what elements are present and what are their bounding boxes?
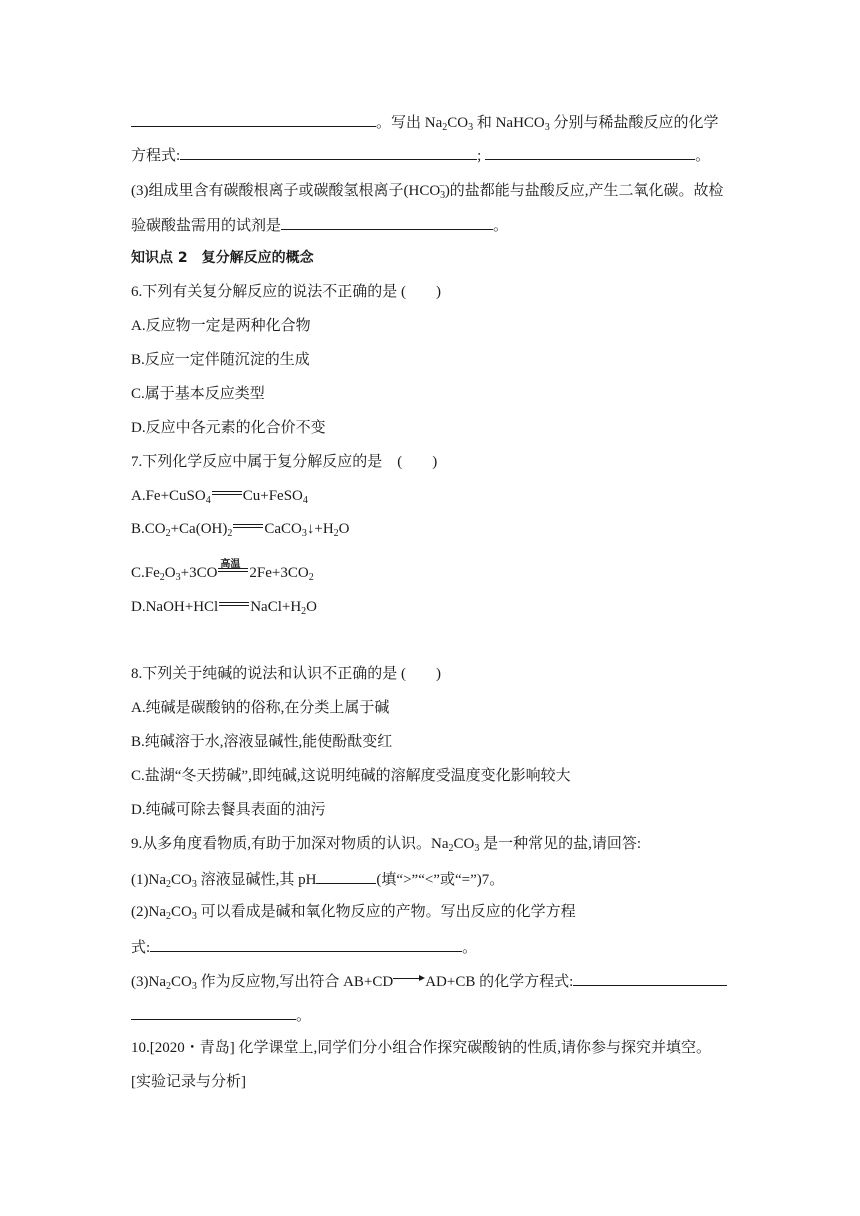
q6-option-d[interactable]: D.反应中各元素的化合价不变 [131, 420, 326, 436]
q9-stem: 9.从多角度看物质,有助于加深对物质的认识。$Na_2CO_3$ 是一种常见的盐,请回答: [131, 836, 642, 854]
q9-part3: $(3)Na_2CO_3$ 作为反应物,写出符合 AB+CD AD+CB 的化学方程式: [131, 970, 727, 992]
q7-stem: 7.下列化学反应中属于复分解反应的是 ( ) [131, 454, 438, 470]
q9-part2-line2: 式: 。 [131, 936, 477, 958]
equals-sign [212, 491, 242, 497]
q7-option-b[interactable]: $B.CO_2+Ca(OH)_2$ $CaCO_3↓+H_2O$ [131, 521, 350, 539]
equals-sign [219, 602, 249, 608]
q5-line1: 。写出 $Na_2CO_3$ 和 NaHCO$_3$ 分别与稀盐酸反应的化学 [131, 111, 719, 133]
q7-option-c[interactable]: $C.Fe_2O_3+3CO$ 高温 $2Fe+3CO_2$ [131, 563, 314, 583]
q6-option-c[interactable]: C.属于基本反应类型 [131, 386, 265, 402]
q7-option-a[interactable]: A.Fe+CuSO$_4$ Cu+FeSO$_4$ [131, 488, 308, 506]
arrow-icon [393, 974, 425, 984]
q10-subheading: [实验记录与分析] [131, 1074, 246, 1090]
q5-part3: (3)组成里含有碳酸根离子或碳酸氢根离子$(HCO_3^-)$的盐都能与盐酸反应,产生二氧化碳。故检 [131, 181, 724, 201]
q6-stem: 6.下列有关复分解反应的说法不正确的是 ( ) [131, 284, 441, 300]
q9-part1: $(1)Na_2CO_3$ 溶液显碱性,其 pH (填“>”“<”或“=”)7。 [131, 868, 504, 890]
answer-blank[interactable] [131, 1004, 296, 1020]
q6-option-b[interactable]: B.反应一定伴随沉淀的生成 [131, 352, 310, 368]
q9-part2: $(2)Na_2CO_3$ 可以看成是碱和氧化物反应的产物。写出反应的化学方程 [131, 904, 576, 922]
q10-stem: 10.[2020・青岛] 化学课堂上,同学们分小组合作探究碳酸钠的性质,请你参与探究并填空。 [131, 1040, 711, 1056]
answer-blank[interactable] [281, 214, 493, 230]
q8-option-b[interactable]: B.纯碱溶于水,溶液显碱性,能使酚酞变红 [131, 734, 393, 750]
answer-blank[interactable] [131, 111, 376, 127]
q6-option-a[interactable]: A.反应物一定是两种化合物 [131, 318, 311, 334]
q8-stem: 8.下列关于纯碱的说法和认识不正确的是 ( ) [131, 666, 441, 682]
q5-part3-line2: 验碳酸盐需用的试剂是 。 [131, 214, 508, 236]
q8-option-a[interactable]: A.纯碱是碳酸钠的俗称,在分类上属于碱 [131, 700, 390, 716]
answer-blank[interactable] [316, 868, 376, 884]
answer-blank[interactable] [573, 970, 727, 986]
answer-blank[interactable] [180, 144, 477, 160]
reaction-condition: 高温 [220, 559, 241, 570]
q7-option-d[interactable]: D.NaOH+HCl $NaCl+H_2O$ [131, 599, 318, 617]
answer-blank[interactable] [485, 144, 695, 160]
section-heading: 知识点 2 复分解反应的概念 [131, 250, 314, 266]
equals-sign [233, 524, 263, 530]
answer-blank[interactable] [150, 936, 462, 952]
q5-line2: 方程式: ; 。 [131, 144, 710, 166]
equals-sign [218, 559, 248, 574]
q8-option-c[interactable]: C.盐湖“冬天捞碱”,即纯碱,这说明纯碱的溶解度受温度变化影响较大 [131, 768, 571, 784]
q8-option-d[interactable]: D.纯碱可除去餐具表面的油污 [131, 802, 326, 818]
q9-part3-line2: 。 [131, 1004, 311, 1026]
